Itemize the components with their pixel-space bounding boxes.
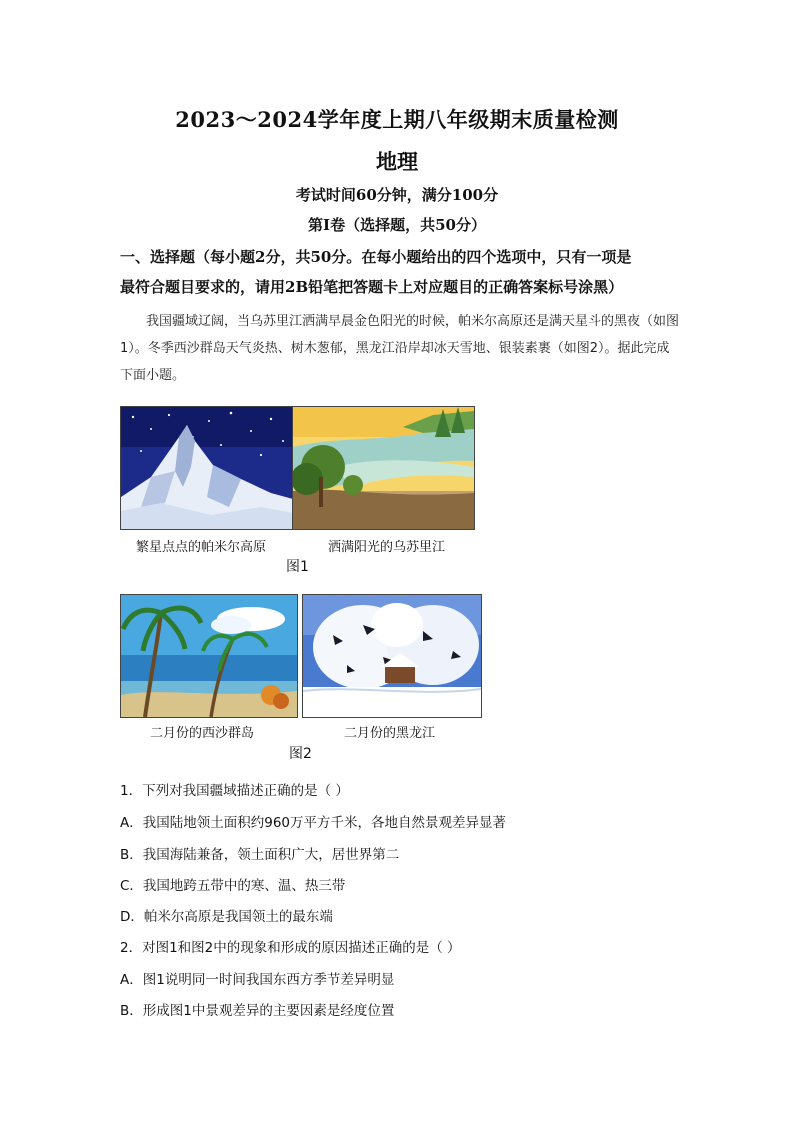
figure2-heilongjiang-image [302, 594, 482, 718]
question-2-stem: 2．对图1和图2中的现象和形成的原因描述正确的是（ ） [120, 940, 461, 956]
question-1-option-b: B．我国海陆兼备，领土面积广大，居世界第二 [120, 847, 400, 863]
figure1-caption-right: 洒满阳光的乌苏里江 [328, 540, 446, 555]
instruction-line-1: 一、选择题（每小题2分，共50分。在每小题给出的四个选项中，只有一项是 [120, 248, 632, 266]
figure1-pamir-image [120, 406, 294, 530]
question-1-option-d: D．帕米尔高原是我国领土的最东端 [120, 909, 333, 925]
question-1-option-a: A．我国陆地领土面积约960万平方千米，各地自然景观差异显著 [120, 815, 507, 831]
figure1-ussuri-image [292, 406, 475, 530]
figure2-caption-left: 二月份的西沙群岛 [150, 726, 255, 741]
question-2-option-b: B．形成图1中景观差异的主要因素是经度位置 [120, 1003, 395, 1019]
figure1-caption-left: 繁星点点的帕米尔高原 [136, 540, 267, 555]
section-instruction [120, 242, 680, 302]
figure1-label: 图1 [286, 559, 309, 575]
figure2-xisha-image [120, 594, 298, 718]
figure2-caption-right: 二月份的黑龙江 [344, 726, 436, 741]
question-1-stem: 1．下列对我国疆域描述正确的是（ ） [120, 783, 349, 799]
subject-title: 地理 [376, 149, 418, 174]
question-1-option-c: C．我国地跨五带中的寒、温、热三带 [120, 878, 346, 894]
exam-title: 2023～2024学年度上期八年级期末质量检测 [175, 107, 619, 132]
question-2-option-a: A．图1说明同一时间我国东西方季节差异明显 [120, 972, 395, 988]
instruction-line-2: 最符合题目要求的，请用2B铅笔把答题卡上对应题目的正确答案标号涂黑） [120, 278, 624, 296]
figure2-label: 图2 [289, 746, 312, 762]
time-info: 考试时间60分钟，满分100分 [295, 186, 499, 204]
intro-paragraph: 我国疆域辽阔，当乌苏里江洒满早晨金色阳光的时候，帕米尔高原还是满天星斗的黑夜（如图1）。冬季西沙群岛天气炎热、树木葱郁，黑龙江沿岸却冰天雪地、银装素裹（如图2）。据此完成下面小题。 [120, 314, 680, 383]
part-title: 第Ⅰ卷（选择题，共50分） [308, 216, 486, 234]
